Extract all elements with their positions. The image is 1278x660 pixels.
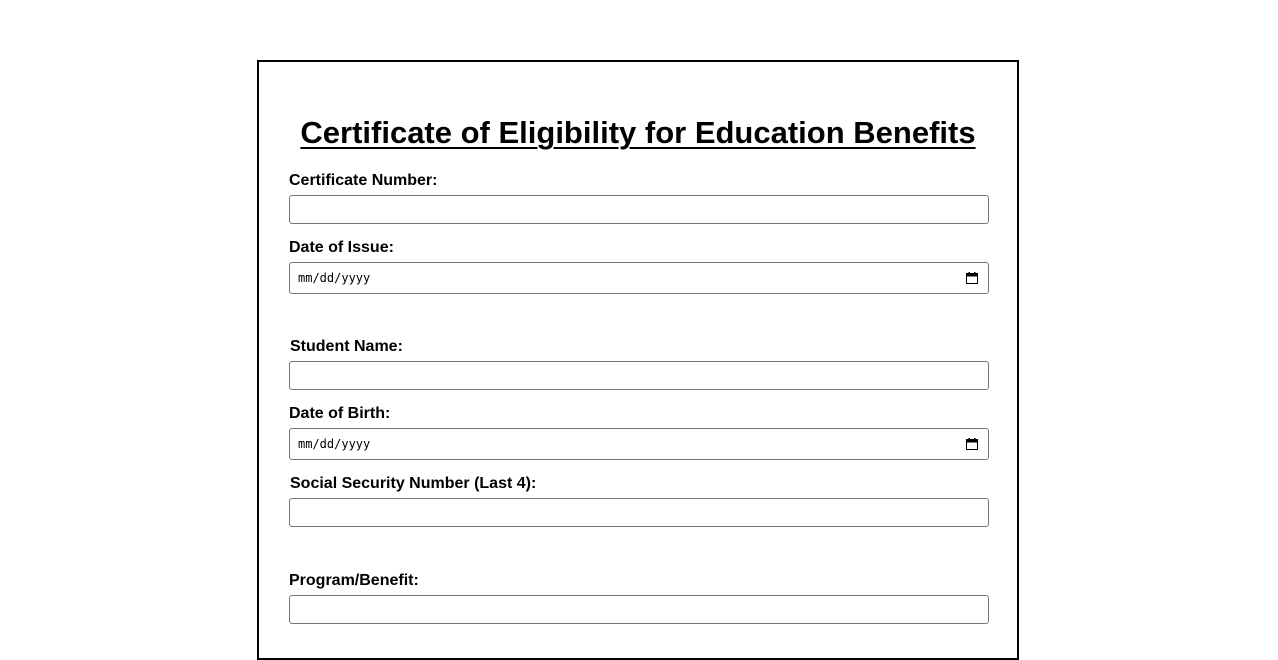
form-title: Certificate of Eligibility for Education Benefits: [300, 115, 976, 150]
program-benefit-input[interactable]: [289, 595, 989, 624]
date-of-birth-placeholder: mm/dd/yyyy: [298, 437, 371, 451]
date-of-issue-input[interactable]: [289, 262, 989, 294]
student-name-input[interactable]: [289, 361, 989, 390]
date-of-birth-label: Date of Birth:: [289, 405, 391, 422]
date-of-birth-input[interactable]: [289, 428, 989, 460]
certificate-number-input[interactable]: [289, 195, 989, 224]
date-of-issue-placeholder: mm/dd/yyyy: [298, 271, 371, 285]
ssn-last4-label: Social Security Number (Last 4):: [290, 475, 537, 492]
student-name-label: Student Name:: [290, 338, 403, 355]
ssn-last4-input[interactable]: [289, 498, 989, 527]
certificate-form: [257, 60, 1019, 660]
date-of-issue-label: Date of Issue:: [289, 239, 394, 256]
calendar-icon[interactable]: [966, 438, 978, 450]
calendar-icon[interactable]: [966, 272, 978, 284]
program-benefit-label: Program/Benefit:: [289, 572, 419, 589]
certificate-number-label: Certificate Number:: [289, 172, 438, 189]
